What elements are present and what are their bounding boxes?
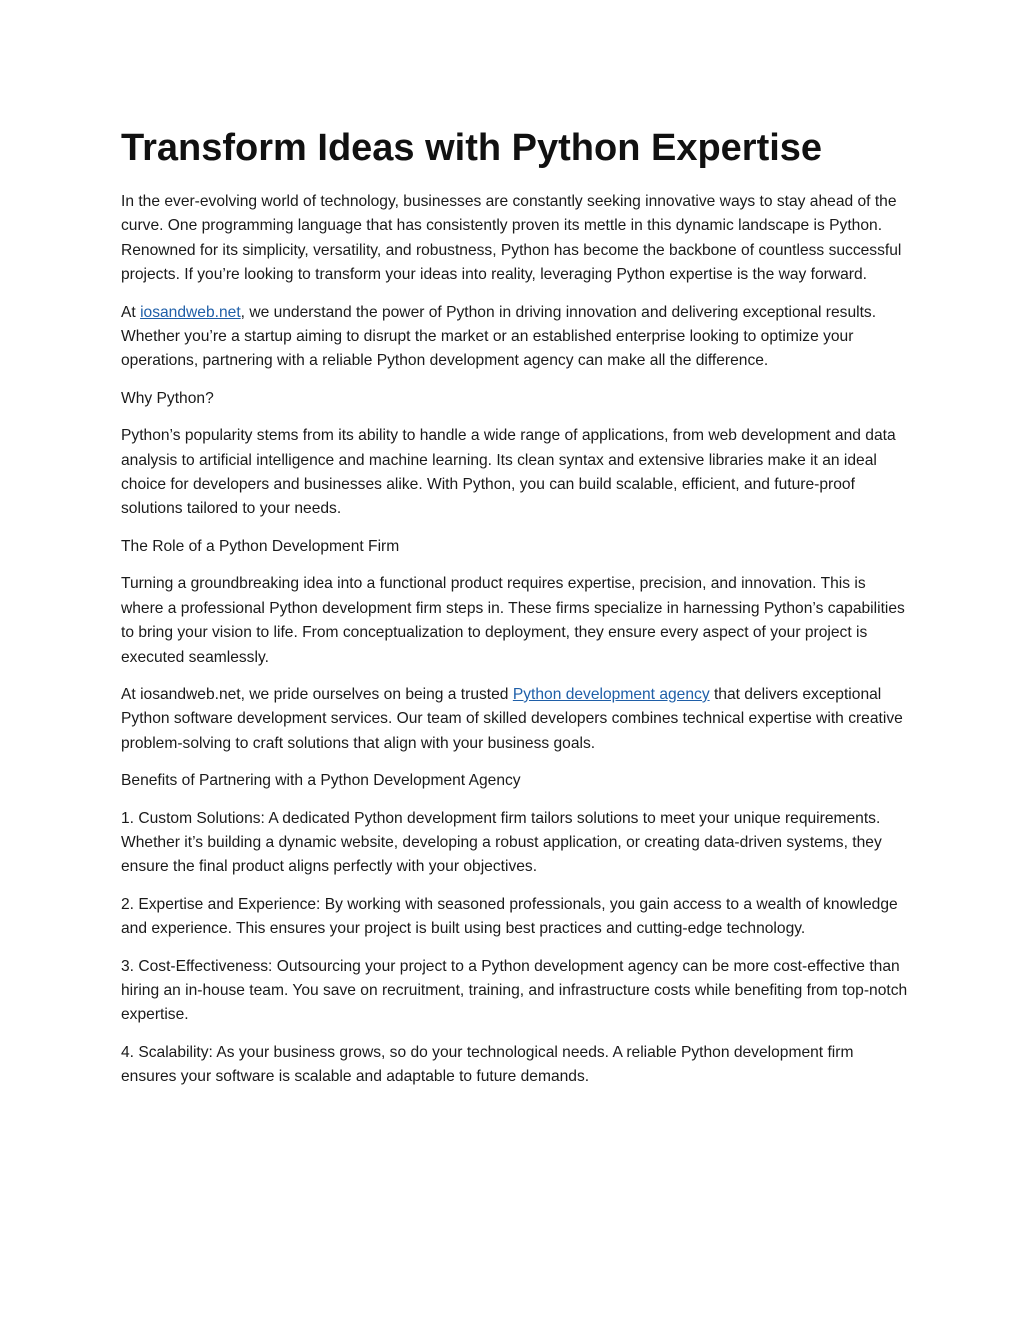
trusted-agency-body: that delivers exceptional Python software development services. Our team of skilled developers combines technical expertise with creative problem-solving to craft solutions that align with your business goals. [121,685,903,752]
trusted-agency-lead: At iosandweb.net, we pride ourselves on being a trusted [121,685,513,703]
heading-role: The Role of a Python Development Firm [121,537,400,555]
python-development-agency-link[interactable]: Python development agency [512,685,710,703]
company-paragraph-body: , we understand the power of Python in driving innovation and delivering exceptional results. Whether you’re a startup aiming to disrupt the market or an established enterprise looking to optimize your operations, partnering with a reliable Python development agency can make all the difference. [121,303,877,370]
benefit-item: 2. Expertise and Experience: By working with seasoned professionals, you gain access to a wealth of knowledge and experience. This ensures your project is built using best practices and cutting-edge technology. [121,895,898,938]
page-title: Transform Ideas with Python Expertise [121,127,823,169]
benefit-item: 3. Cost-Effectiveness: Outsourcing your project to a Python development agency can be more cost-effective than hiring an in-house team. You save on recruitment, training, and infrastructure costs while benefiting from top-notch expertise. [121,957,908,1024]
company-paragraph-lead: At [121,303,141,321]
benefit-item: 4. Scalability: As your business grows, so do your technological needs. A reliable Python development firm ensures your software is scalable and adaptable to future demands. [121,1043,854,1086]
trusted-agency-paragraph [121,683,911,756]
heading-why-python: Why Python? [121,389,214,407]
company-paragraph [121,301,911,374]
why-python-paragraph: Python’s popularity stems from its ability to handle a wide range of applications, from web development and data analysis to artificial intelligence and machine learning. Its clean syntax and extensive libraries make it an ideal choice for developers and businesses alike. With Python, you can build scalable, efficient, and future-proof solutions tailored to your needs. [121,427,896,518]
role-paragraph: Turning a groundbreaking idea into a functional product requires expertise, precision, and innovation. This is where a professional Python development firm steps in. These firms specialize in harnessing Python’s capabilities to bring your vision to life. From conceptualization to deployment, they ensure every aspect of your project is executed seamlessly. [121,575,905,666]
benefit-item: 1. Custom Solutions: A dedicated Python development firm tailors solutions to meet your unique requirements. Whether it’s building a dynamic website, developing a robust application, or creating data-driven systems, they ensure the final product aligns perfectly with your objectives. [121,809,882,876]
document-page [121,124,911,1103]
intro-paragraph: In the ever-evolving world of technology, businesses are constantly seeking innovative ways to stay ahead of the curve. One programming language that has consistently proven its mettle in this dynamic landscape is Python. Renowned for its simplicity, versatility, and robustness, Python has become the backbone of countless successful projects. If you’re looking to transform your ideas into reality, leveraging Python expertise is the way forward. [121,193,902,284]
heading-benefits: Benefits of Partnering with a Python Development Agency [121,772,521,790]
iosandweb-link[interactable]: iosandweb.net [140,303,241,321]
